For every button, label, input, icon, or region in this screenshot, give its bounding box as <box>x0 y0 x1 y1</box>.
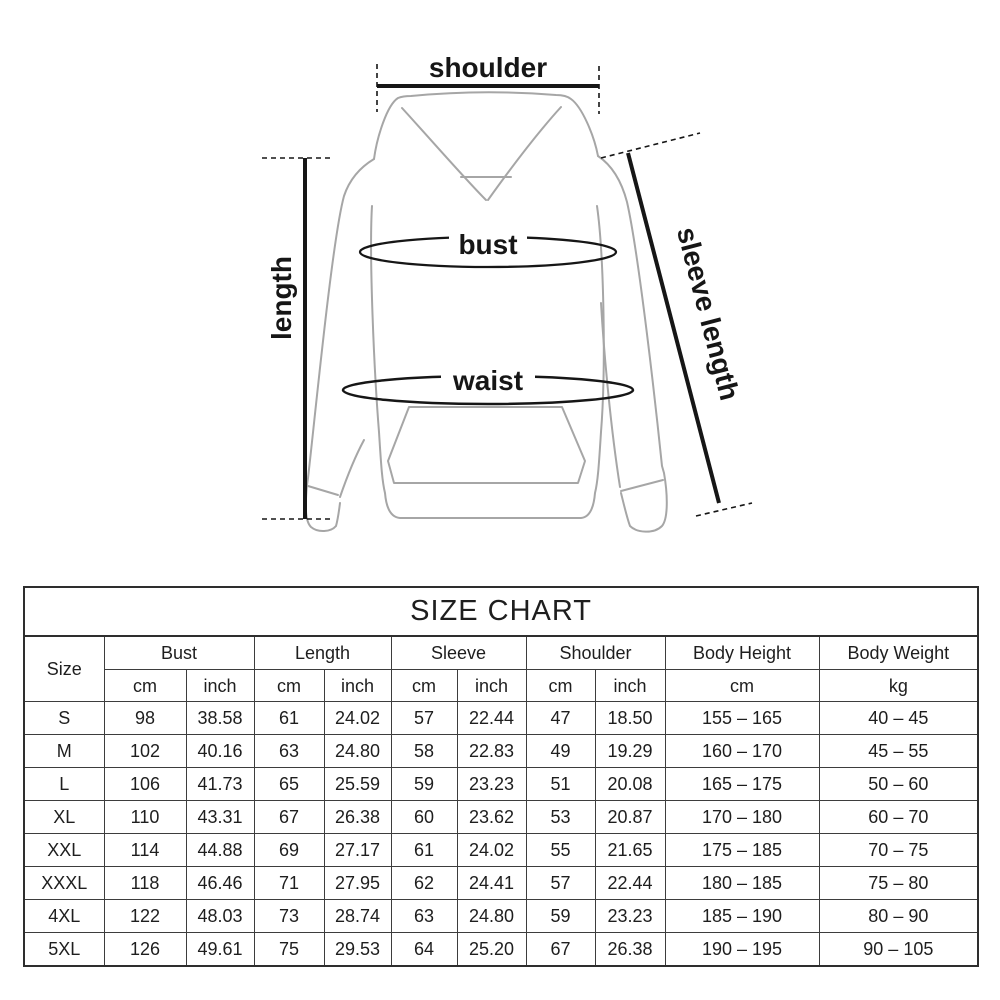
unit-weight-kg: kg <box>819 670 978 702</box>
measurement-value-cell: 70 – 75 <box>819 834 978 867</box>
measurement-value-cell: 98 <box>104 702 186 735</box>
measurement-value-cell: 53 <box>526 801 595 834</box>
kangaroo-pocket <box>388 407 585 483</box>
size-label-cell: L <box>24 768 104 801</box>
measurement-value-cell: 180 – 185 <box>665 867 819 900</box>
bust-label: bust <box>458 229 518 260</box>
unit-length-inch: inch <box>324 670 391 702</box>
measurement-value-cell: 23.23 <box>595 900 665 933</box>
measurement-value-cell: 64 <box>391 933 457 967</box>
size-row-XL <box>24 801 978 834</box>
measurement-value-cell: 80 – 90 <box>819 900 978 933</box>
measurement-value-cell: 102 <box>104 735 186 768</box>
measurement-value-cell: 40.16 <box>186 735 254 768</box>
right-sleeve-outline <box>598 156 667 532</box>
column-header-size: Size <box>24 636 104 702</box>
unit-sleeve-cm: cm <box>391 670 457 702</box>
measurement-value-cell: 48.03 <box>186 900 254 933</box>
measurement-value-cell: 190 – 195 <box>665 933 819 967</box>
measurement-value-cell: 46.46 <box>186 867 254 900</box>
measurement-value-cell: 20.87 <box>595 801 665 834</box>
measurement-value-cell: 75 – 80 <box>819 867 978 900</box>
measurement-value-cell: 73 <box>254 900 324 933</box>
measurement-value-cell: 22.44 <box>457 702 526 735</box>
measurement-value-cell: 51 <box>526 768 595 801</box>
measurement-value-cell: 170 – 180 <box>665 801 819 834</box>
measurement-value-cell: 38.58 <box>186 702 254 735</box>
measurement-value-cell: 59 <box>391 768 457 801</box>
measurement-value-cell: 71 <box>254 867 324 900</box>
measurement-value-cell: 67 <box>254 801 324 834</box>
measurement-value-cell: 59 <box>526 900 595 933</box>
measurement-value-cell: 175 – 185 <box>665 834 819 867</box>
unit-shoulder-inch: inch <box>595 670 665 702</box>
size-label-cell: XXL <box>24 834 104 867</box>
size-row-S <box>24 702 978 735</box>
measurement-value-cell: 160 – 170 <box>665 735 819 768</box>
measurement-value-cell: 23.62 <box>457 801 526 834</box>
measurement-value-cell: 43.31 <box>186 801 254 834</box>
column-header-length: Length <box>254 636 391 670</box>
measurement-value-cell: 24.80 <box>457 900 526 933</box>
measurement-value-cell: 55 <box>526 834 595 867</box>
size-label-cell: 4XL <box>24 900 104 933</box>
table-title: SIZE CHART <box>24 587 978 636</box>
size-row-XXXL <box>24 867 978 900</box>
measurement-value-cell: 118 <box>104 867 186 900</box>
measurement-value-cell: 24.02 <box>457 834 526 867</box>
unit-bust-cm: cm <box>104 670 186 702</box>
measurement-value-cell: 60 <box>391 801 457 834</box>
column-header-body-height: Body Height <box>665 636 819 670</box>
measurement-value-cell: 60 – 70 <box>819 801 978 834</box>
left-sleeve-inner-edge <box>340 440 364 497</box>
hood-inner-right-line <box>488 107 561 200</box>
measurement-value-cell: 69 <box>254 834 324 867</box>
measurement-value-cell: 126 <box>104 933 186 967</box>
measurement-value-cell: 61 <box>254 702 324 735</box>
measurement-value-cell: 47 <box>526 702 595 735</box>
unit-sleeve-inch: inch <box>457 670 526 702</box>
measurement-value-cell: 27.17 <box>324 834 391 867</box>
size-row-XXL <box>24 834 978 867</box>
measurement-value-cell: 114 <box>104 834 186 867</box>
measurement-value-cell: 22.83 <box>457 735 526 768</box>
measurement-value-cell: 26.38 <box>595 933 665 967</box>
measurement-value-cell: 18.50 <box>595 702 665 735</box>
size-label-cell: XXXL <box>24 867 104 900</box>
measurement-value-cell: 45 – 55 <box>819 735 978 768</box>
left-cuff-seam <box>308 486 338 495</box>
unit-length-cm: cm <box>254 670 324 702</box>
hood-inner-left-line <box>402 108 486 200</box>
size-row-L <box>24 768 978 801</box>
measurement-value-cell: 110 <box>104 801 186 834</box>
measurement-value-cell: 63 <box>391 900 457 933</box>
measurement-value-cell: 19.29 <box>595 735 665 768</box>
measurement-value-cell: 41.73 <box>186 768 254 801</box>
size-row-5XL <box>24 933 978 967</box>
measurement-value-cell: 23.23 <box>457 768 526 801</box>
column-header-body-weight: Body Weight <box>819 636 978 670</box>
column-group-row <box>24 636 978 670</box>
measurement-value-cell: 22.44 <box>595 867 665 900</box>
size-row-M <box>24 735 978 768</box>
left-sleeve-outline <box>306 159 374 531</box>
column-header-bust: Bust <box>104 636 254 670</box>
measurement-value-cell: 57 <box>526 867 595 900</box>
measurement-value-cell: 24.80 <box>324 735 391 768</box>
unit-shoulder-cm: cm <box>526 670 595 702</box>
size-rows <box>24 702 978 967</box>
measurement-value-cell: 63 <box>254 735 324 768</box>
measurement-value-cell: 106 <box>104 768 186 801</box>
measurement-value-cell: 185 – 190 <box>665 900 819 933</box>
unit-row <box>24 670 978 702</box>
measurement-value-cell: 49.61 <box>186 933 254 967</box>
measurement-value-cell: 122 <box>104 900 186 933</box>
size-label-cell: 5XL <box>24 933 104 967</box>
size-chart-table <box>23 586 979 967</box>
measurement-value-cell: 90 – 105 <box>819 933 978 967</box>
measurement-value-cell: 165 – 175 <box>665 768 819 801</box>
measurement-value-cell: 20.08 <box>595 768 665 801</box>
measurement-value-cell: 28.74 <box>324 900 391 933</box>
measurement-value-cell: 40 – 45 <box>819 702 978 735</box>
measurement-value-cell: 155 – 165 <box>665 702 819 735</box>
measurement-value-cell: 65 <box>254 768 324 801</box>
measurement-value-cell: 49 <box>526 735 595 768</box>
waist-label: waist <box>452 365 524 396</box>
measurement-value-cell: 26.38 <box>324 801 391 834</box>
measurement-value-cell: 25.59 <box>324 768 391 801</box>
unit-height-cm: cm <box>665 670 819 702</box>
measurement-value-cell: 75 <box>254 933 324 967</box>
column-header-shoulder: Shoulder <box>526 636 665 670</box>
size-label-cell: S <box>24 702 104 735</box>
measurement-value-cell: 50 – 60 <box>819 768 978 801</box>
column-header-sleeve: Sleeve <box>391 636 526 670</box>
measurement-value-cell: 29.53 <box>324 933 391 967</box>
size-label-cell: XL <box>24 801 104 834</box>
table-title-row <box>24 587 978 636</box>
measurement-value-cell: 24.02 <box>324 702 391 735</box>
sleeve-length-label: sleeve length <box>670 223 746 404</box>
right-cuff-seam <box>621 480 663 491</box>
measurement-value-cell: 44.88 <box>186 834 254 867</box>
sleeve-tick-top <box>601 133 700 158</box>
measurement-value-cell: 21.65 <box>595 834 665 867</box>
size-label-cell: M <box>24 735 104 768</box>
measurement-value-cell: 25.20 <box>457 933 526 967</box>
measurement-value-cell: 24.41 <box>457 867 526 900</box>
sleeve-tick-bottom <box>696 503 752 516</box>
measurement-value-cell: 62 <box>391 867 457 900</box>
measurement-value-cell: 61 <box>391 834 457 867</box>
unit-bust-inch: inch <box>186 670 254 702</box>
measurement-value-cell: 57 <box>391 702 457 735</box>
hood-outline <box>374 92 598 159</box>
length-label: length <box>266 256 297 340</box>
measurement-value-cell: 67 <box>526 933 595 967</box>
measurement-value-cell: 58 <box>391 735 457 768</box>
size-row-4XL <box>24 900 978 933</box>
measurement-value-cell: 27.95 <box>324 867 391 900</box>
shoulder-label: shoulder <box>428 52 548 83</box>
